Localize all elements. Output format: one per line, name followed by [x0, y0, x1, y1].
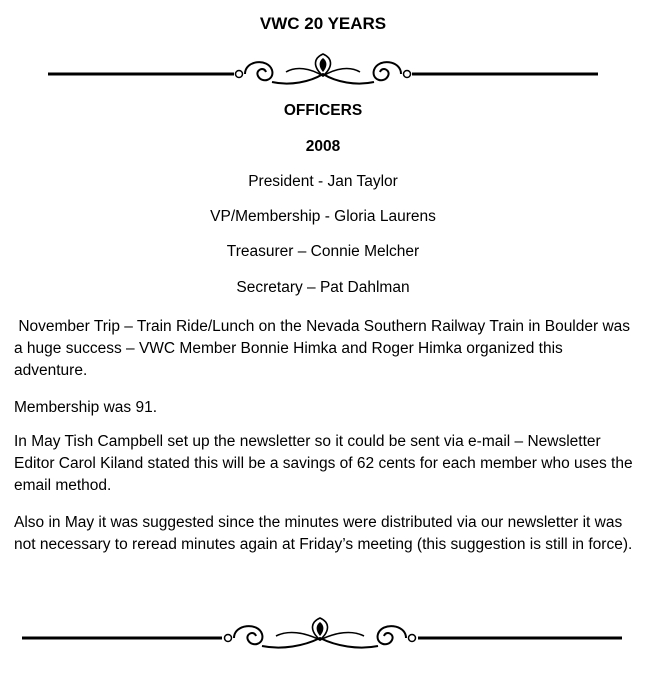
officer-vp-membership: VP/Membership - Gloria Laurens — [210, 208, 436, 225]
ornament-divider-bottom-icon — [0, 612, 646, 652]
paragraph-november-trip: November Trip – Train Ride/Lunch on the Nevada Southern Railway Train in Boulder was a huge success – VWC Member Bonnie Himka and Roger Himka organized this adventure. — [14, 318, 635, 379]
ornament-divider-top-icon — [0, 52, 646, 92]
document-title: VWC 20 YEARS — [259, 14, 387, 33]
paragraph-minutes: Also in May it was suggested since the minutes were distributed via our newsletter it was not necessary to reread minutes again at Friday’s meeting (this suggestion is still in force). — [14, 514, 633, 553]
officer-secretary: Secretary – Pat Dahlman — [236, 279, 410, 296]
officers-heading: OFFICERS — [283, 102, 363, 119]
paragraph-membership: Membership was 91. — [14, 399, 158, 416]
paragraph-newsletter-email: In May Tish Campbell set up the newsletter so it could be sent via e-mail – Newsletter Editor Carol Kiland stated this will be a savings of 62 cents for each member who uses the email method. — [14, 433, 633, 494]
officer-president: President - Jan Taylor — [248, 173, 398, 190]
year-heading: 2008 — [305, 138, 341, 155]
officer-treasurer: Treasurer – Connie Melcher — [226, 243, 420, 260]
